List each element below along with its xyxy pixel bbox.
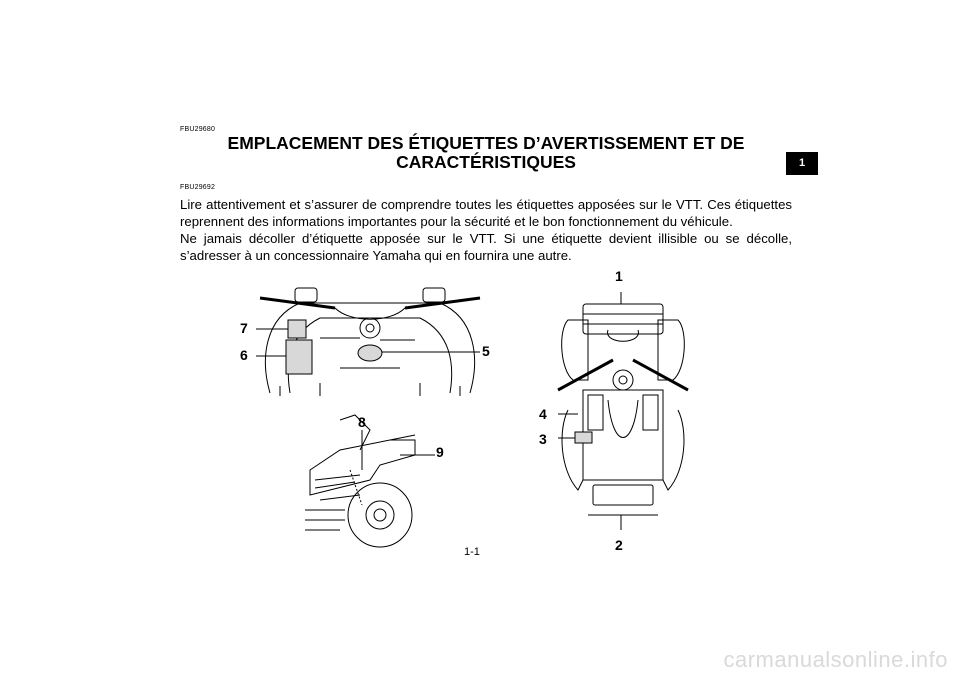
title-reference-code: FBU29680 bbox=[180, 126, 216, 133]
callout-3: 3 bbox=[539, 431, 547, 447]
paragraph-2: Ne jamais décoller d’étiquette apposée sur le VTT. Si une étiquette devient illisible ou se décolle, s’adresser à un concessionnaire Yamaha qui en fournira une autre. bbox=[180, 231, 792, 263]
callout-9: 9 bbox=[436, 444, 444, 460]
page-title: EMPLACEMENT DES ÉTIQUETTES D’AVERTISSEMENT ET DE CARACTÉRISTIQUES bbox=[227, 133, 745, 172]
callout-5: 5 bbox=[482, 343, 490, 359]
handlebar-diagram bbox=[240, 278, 500, 398]
section-tab: 1 bbox=[786, 152, 818, 175]
callout-2: 2 bbox=[615, 537, 623, 553]
top-view-diagram bbox=[548, 290, 698, 540]
watermark: carmanualsonline.info bbox=[723, 647, 948, 672]
paragraph-1: Lire attentivement et s’assurer de comprendre toutes les étiquettes apposées sur le VTT. Ces étiquettes reprennent des informations importantes pour la sécurité et le bon fonctionnement du véhicule. bbox=[180, 197, 792, 229]
body-reference-code: FBU29692 bbox=[180, 184, 216, 191]
callout-7: 7 bbox=[240, 320, 248, 336]
callout-6: 6 bbox=[240, 347, 248, 363]
side-view-diagram bbox=[300, 410, 450, 550]
callout-4: 4 bbox=[539, 406, 547, 422]
body-text bbox=[180, 196, 792, 264]
callout-1: 1 bbox=[615, 268, 623, 284]
callout-8: 8 bbox=[358, 414, 366, 430]
page-number: 1-1 bbox=[464, 546, 480, 558]
